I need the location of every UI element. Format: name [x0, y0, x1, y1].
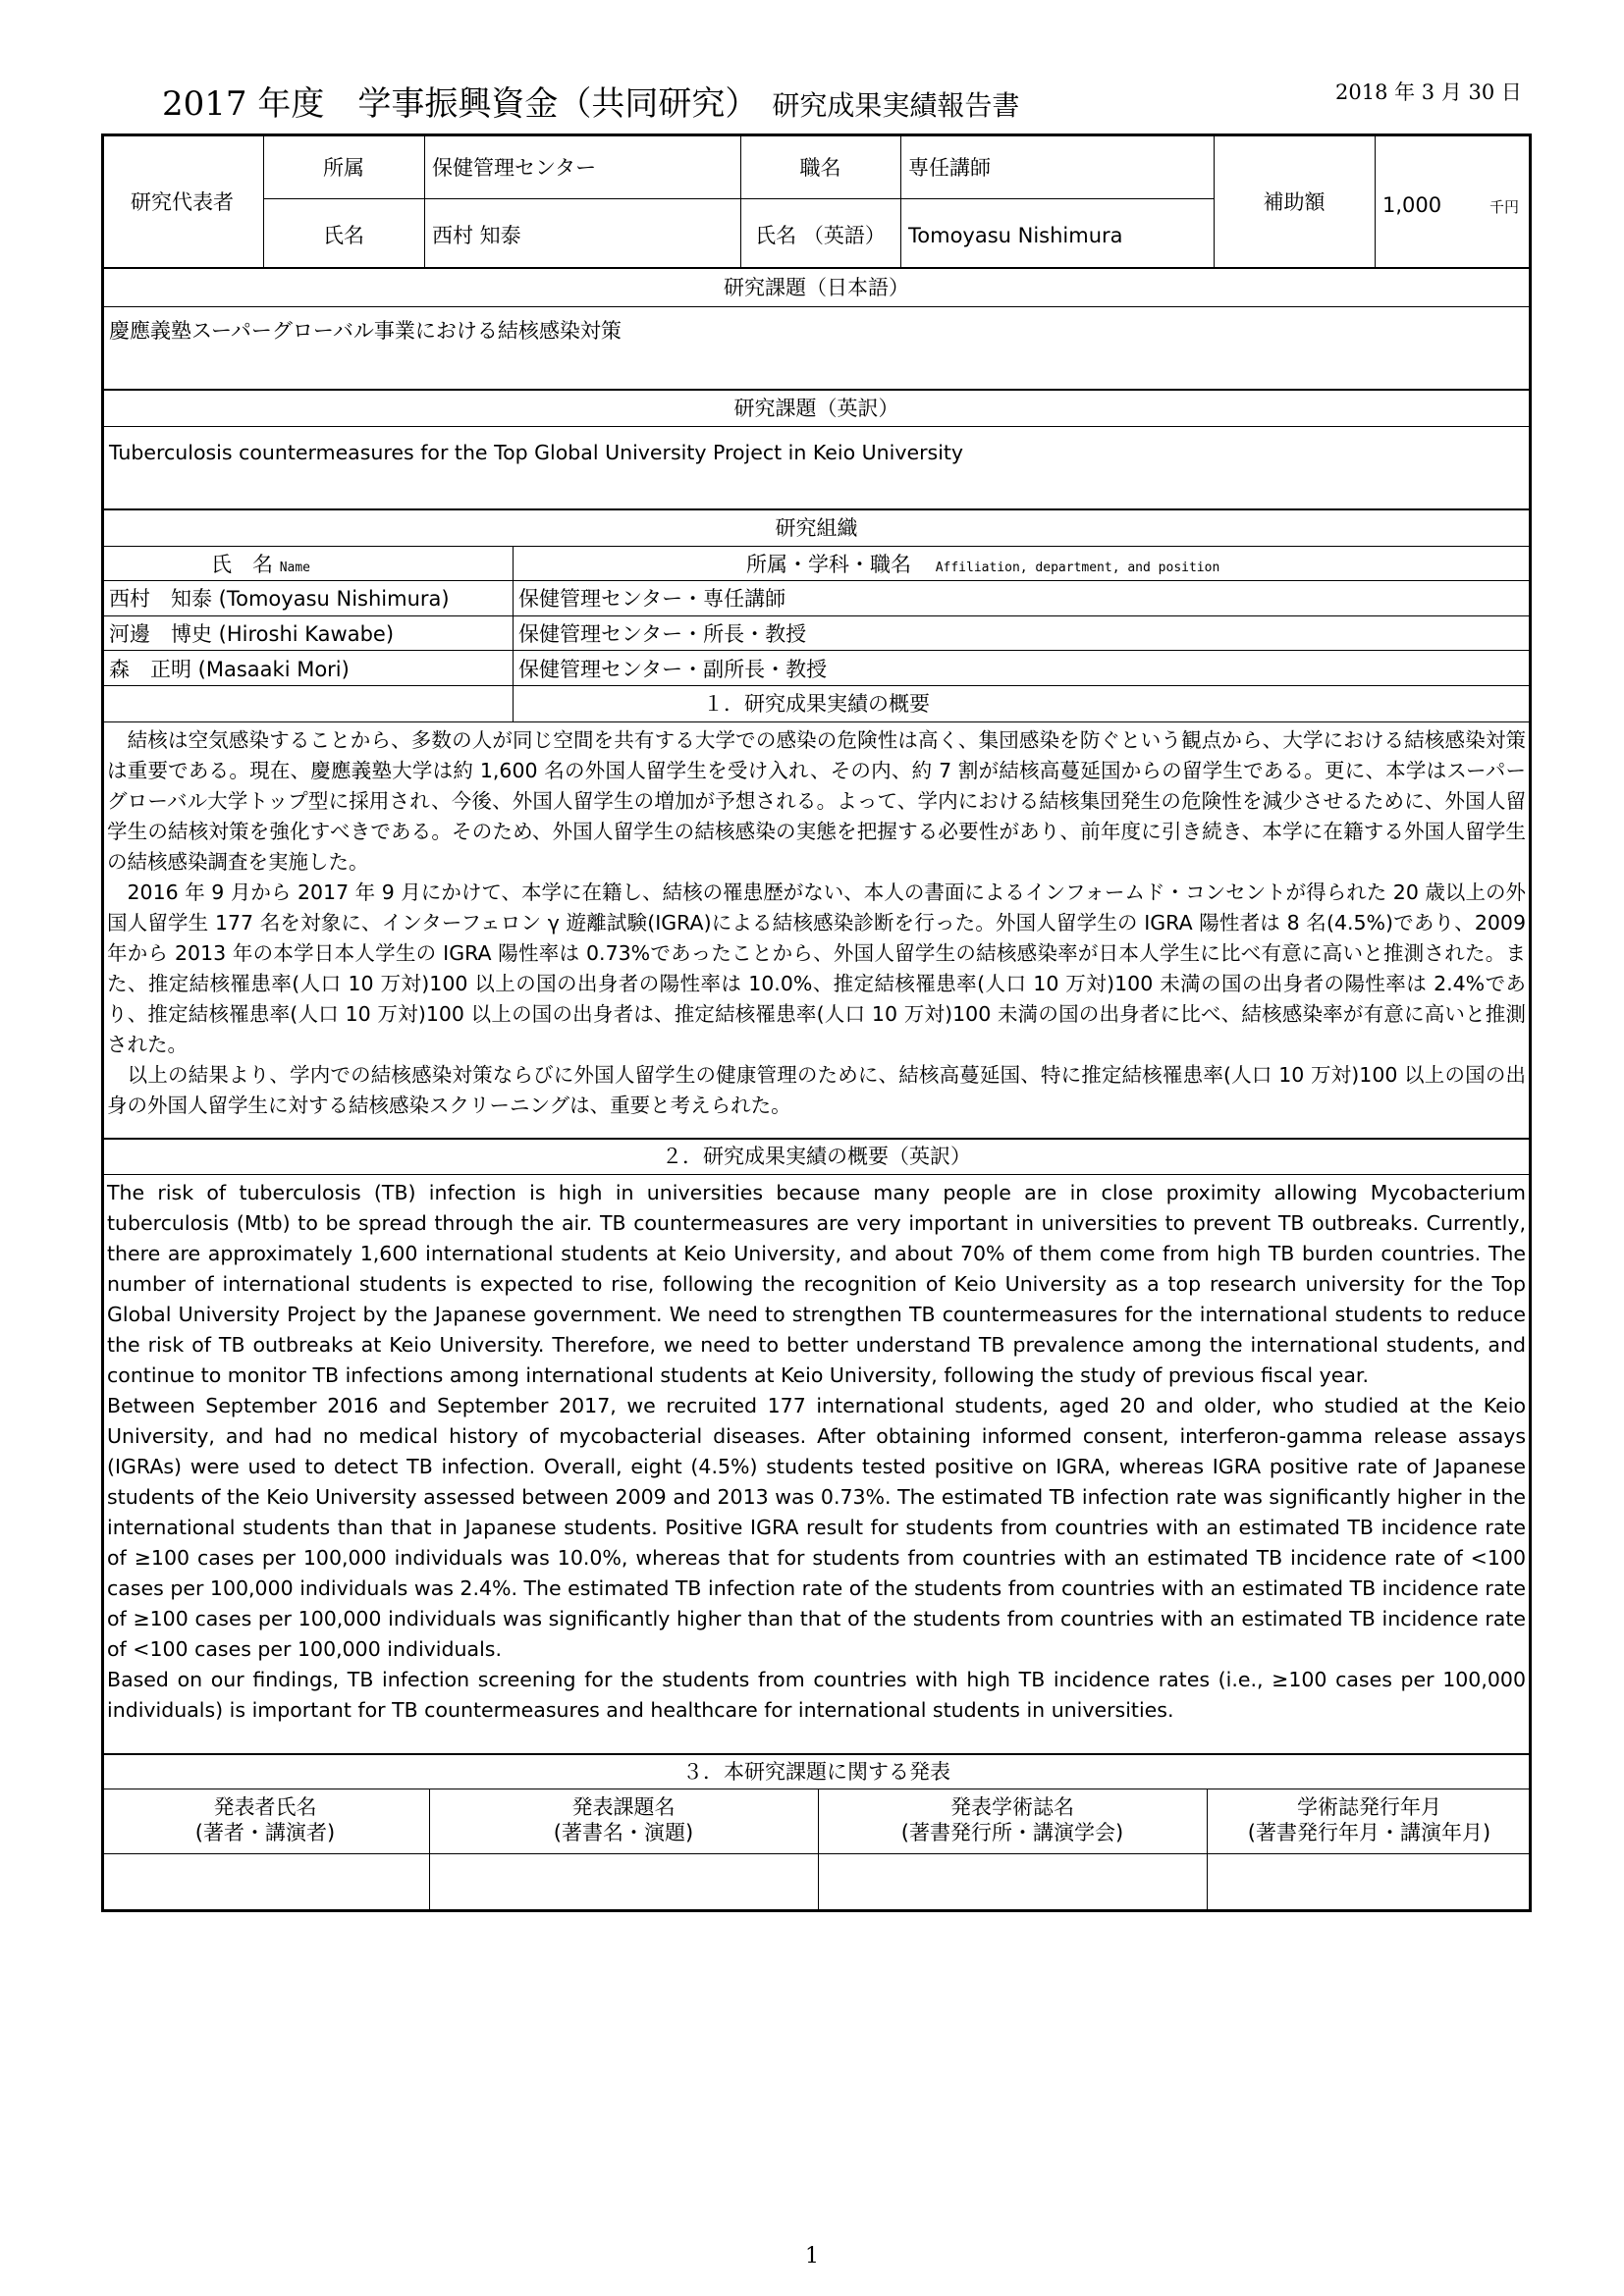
divider [263, 198, 1214, 199]
divider [101, 650, 1532, 651]
org-member-name: 西村 知泰 (Tomoyasu Nishimura) [109, 587, 450, 611]
org-member-affil: 保健管理センター・専任講師 [518, 587, 786, 611]
org-col-name [211, 552, 310, 581]
divider [101, 721, 1532, 722]
pub-col-journal-title: 発表学術誌名 [950, 1795, 1074, 1819]
grant-value: 1,000 [1382, 193, 1442, 217]
divider [1375, 133, 1376, 267]
topic-ja-value: 慶應義塾スーパーグローバル事業における結核感染対策 [109, 319, 622, 343]
divider [101, 1853, 1532, 1854]
org-col-name-ja: 氏 名 [211, 553, 273, 576]
affiliation-label: 所属 [323, 156, 364, 180]
divider [101, 546, 1532, 547]
pub-col-title [429, 1794, 818, 1845]
name-en-value: Tomoyasu Nishimura [908, 224, 1123, 247]
report-title: 2017 年度 学事振興資金（共同研究） [162, 84, 759, 124]
page-number: 1 [805, 2244, 819, 2269]
divider [101, 1138, 1532, 1140]
divider [900, 133, 901, 267]
summary-en-paragraph: The risk of tuberculosis (TB) infection is high in universities because many people are in close proximity allowing Mycobacterium tuberculosis (Mtb) to be spread through the air. TB countermeasures are very important in universities to prevent TB outbreaks. Currently, there are approximately 1,600 international students at Keio University, and about 70% of them come from high TB burden countries. The number of international students is expected to rise, following the recognition of Keio University as a top research university for the Top Global University Project by the Japanese government. We need to strengthen TB countermeasures for the international students to reduce the risk of TB outbreaks at Keio University. Therefore, we need to better understand TB prevalence among the international students, and continue to monitor TB infections among international students at Keio University, following the study of previous fiscal year. [107, 1181, 1526, 1387]
org-col-affil [746, 552, 1219, 581]
grant-label: 補助額 [1263, 190, 1326, 214]
name-label: 氏名 [323, 224, 364, 247]
pub-col-title-sub: (著書名・演題) [553, 1821, 694, 1844]
summary-en-paragraph: Between September 2016 and September 2017, we recruited 177 international students, aged 20 and older, who studied at the Keio University, and had no medical history of mycobacterial diseases. After obtaining informed consent, interferon-gamma release assays (IGRAs) were used to detect TB infection. Overall, eight (4.5%) students tested positive on IGRA, whereas IGRA positive rate of Japanese students of the Keio University assessed between 2009 and 2013 was 0.73%. The estimated TB infection rate was significantly higher in the international students than that in Japanese students. Positive IGRA result for students from countries with an estimated TB incidence rate of ≥100 cases per 100,000 individuals was 10.0%, whereas that for students from countries with an estimated TB incidence rate of <100 cases per 100,000 individuals was 2.4%. The estimated TB infection rate of the students from countries with an estimated TB incidence rate of ≥100 cases per 100,000 individuals was significantly higher than that of the students from countries with an estimated TB incidence rate of <100 cases per 100,000 individuals. [107, 1394, 1526, 1661]
pub-col-journal [818, 1794, 1207, 1845]
grant-unit: 千円 [1489, 198, 1520, 216]
pub-col-author-title: 発表者氏名 [213, 1795, 317, 1819]
divider [101, 1174, 1532, 1175]
org-member-name: 河邊 博史 (Hiroshi Kawabe) [109, 622, 395, 646]
pub-col-date-sub: (著書発行年月・講演年月) [1247, 1821, 1491, 1844]
divider [101, 267, 1532, 269]
name-en-label: 氏名 （英語） [755, 224, 886, 247]
summary-ja-paragraph: 2016 年 9 月から 2017 年 9 月にかけて、本学に在籍し、結核の罹患歴がない、本人の書面によるインフォームド・コンセントが得られた 20 歳以上の外国人留学生 177 名を対象に、インターフェロン γ 遊離試験(IGRA)による結核感染診断を行った。外国人留学生の IGRA 陽性者は 8 名(4.5%)であり、2009 年から 2013 年の本学日本人学生の IGRA 陽性率は 0.73%であったことから、外国人留学生の結核感染率が日本人学生に比べ有意に高いと推測された。また、推定結核罹患率(人口 10 万対)100 以上の国の出身者の陽性率は 10.0%、推定結核罹患率(人口 10 万対)100 未満の国の出身者の陽性率は 2.4%であり、推定結核罹患率(人口 10 万対)100 以上の国の出身者は、推定結核罹患率(人口 10 万対)100 未満の国の出身者に比べ、結核感染率が有意に高いと推測された。 [107, 881, 1526, 1056]
divider [101, 685, 1532, 686]
divider [101, 508, 1532, 510]
affiliation-value: 保健管理センター [432, 156, 597, 180]
topic-en-heading: 研究課題（英訳） [733, 397, 899, 420]
summary-en-paragraph: Based on our findings, TB infection screening for the students from countries with high TB incidence rates (i.e., ≥100 cases per 100,000 individuals) is important for TB countermeasures and healthcare for international students in universities. [107, 1668, 1526, 1722]
pub-col-title-title: 発表課題名 [571, 1795, 676, 1819]
topic-ja-heading: 研究課題（日本語） [724, 276, 909, 299]
summary-en-body [107, 1178, 1526, 1726]
pub-col-date [1207, 1794, 1532, 1845]
divider [101, 306, 1532, 307]
divider [101, 389, 1532, 391]
publications-heading: ３．本研究課題に関する発表 [682, 1760, 950, 1784]
representative-label: 研究代表者 [131, 190, 234, 214]
org-member-affil: 保健管理センター・所長・教授 [518, 622, 807, 646]
page-title [162, 77, 1019, 125]
summary-ja-heading: １．研究成果実績の概要 [703, 692, 930, 716]
pub-col-author [101, 1794, 429, 1845]
org-col-affil-en: Affiliation, department, and position [935, 561, 1220, 575]
org-col-affil-ja: 所属・学科・職名 [746, 553, 911, 576]
divider [101, 615, 1532, 616]
org-heading: 研究組織 [775, 516, 858, 540]
pub-col-date-title: 学術誌発行年月 [1297, 1795, 1441, 1819]
summary-ja-paragraph: 結核は空気感染することから、多数の人が同じ空間を共有する大学での感染の危険性は高く、集団感染を防ぐという観点から、大学における結核感染対策は重要である。現在、慶應義塾大学は約 1,600 名の外国人留学生を受け入れ、その内、約 7 割が結核高蔓延国からの留学生である。更に、本学はスーパーグローバル大学トップ型に採用され、今後、外国人留学生の増加が予想される。よって、学内における結核集団発生の危険性を減少させるために、外国人留学生の結核対策を強化すべきである。そのため、外国人留学生の結核感染の実態を把握する必要性があり、前年度に引き続き、本学に在籍する外国人留学生の結核感染調査を実施した。 [107, 728, 1526, 874]
divider [424, 133, 425, 267]
report-subtitle: 研究成果実績報告書 [772, 89, 1020, 122]
name-value: 西村 知泰 [432, 224, 521, 247]
org-member-affil: 保健管理センター・副所長・教授 [518, 658, 828, 681]
summary-ja-body [107, 725, 1526, 1121]
divider [101, 426, 1532, 427]
summary-ja-paragraph: 以上の結果より、学内での結核感染対策ならびに外国人留学生の健康管理のために、結核高蔓延国、特に推定結核罹患率(人口 10 万対)100 以上の国の出身の外国人留学生に対する結核感染スクリーニングは、重要と考えられた。 [107, 1063, 1526, 1117]
org-member-name: 森 正明 (Masaaki Mori) [109, 658, 350, 681]
topic-en-value: Tuberculosis countermeasures for the Top Global University Project in Keio University [109, 441, 964, 464]
position-value: 専任講師 [908, 156, 991, 180]
report-date: 2018 年 3 月 30 日 [1335, 80, 1522, 104]
summary-en-heading: ２．研究成果実績の概要（英訳） [662, 1145, 971, 1168]
pub-col-author-sub: (著者・講演者) [194, 1821, 336, 1844]
position-label: 職名 [799, 156, 841, 180]
pub-col-journal-sub: (著書発行所・講演学会) [900, 1821, 1124, 1844]
org-col-name-en: Name [279, 561, 310, 575]
divider [101, 1753, 1532, 1755]
